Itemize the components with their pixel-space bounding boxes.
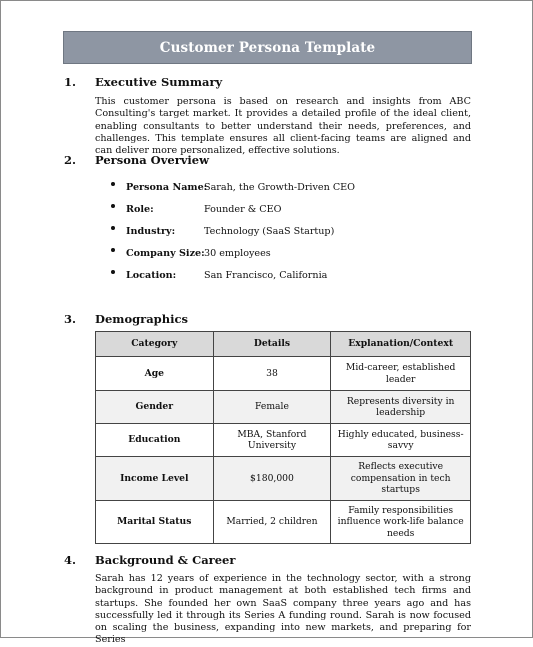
section-heading-persona-overview (64, 153, 209, 167)
table-cell: Represents diversity in leadership (331, 391, 471, 424)
table-cell: Family responsibilities influence work-life balance needs (331, 501, 471, 544)
bullet-icon (111, 270, 115, 274)
table-cell: Mid-career, established leader (331, 357, 471, 391)
table-cell: Income Level (96, 457, 214, 501)
item-value: San Francisco, California (204, 269, 328, 281)
section-title: Persona Overview (95, 153, 210, 167)
table-cell: Married, 2 children (213, 501, 331, 544)
table-cell: Gender (96, 391, 214, 424)
table-row (96, 391, 471, 424)
item-value: Sarah, the Growth-Driven CEO (204, 181, 356, 193)
item-value: Founder & CEO (204, 203, 282, 215)
table-row (96, 457, 471, 501)
table-cell: 38 (213, 357, 331, 391)
bullet-icon (111, 204, 115, 208)
background-career-text: Sarah has 12 years of experience in the technology sector, with a strong background in product management at both established tech firms and startups. She founded her own SaaS company three years ago and has successfully led it through its Series A funding round. Sarah is now focused on scaling the business, expanding into new markets, and preparing for Series (95, 573, 471, 646)
section-heading-background-career (64, 553, 235, 567)
bullet-icon (111, 248, 115, 252)
section-title: Background & Career (95, 553, 236, 567)
table-cell: $180,000 (213, 457, 331, 501)
section-title: Executive Summary (95, 75, 223, 89)
item-key: Location: (126, 269, 177, 281)
section-number: 3. (64, 312, 77, 326)
bullet-icon (111, 182, 115, 186)
item-key: Industry: (126, 225, 176, 237)
table-cell: Reflects executive compensation in tech startups (331, 457, 471, 501)
document-title: Customer Persona Template (159, 39, 376, 56)
title-banner (63, 31, 472, 64)
column-header: Explanation/Context (331, 332, 471, 357)
item-key: Company Size: (126, 247, 205, 259)
table-cell: Marital Status (96, 501, 214, 544)
item-key: Role: (126, 203, 154, 215)
section-number: 1. (64, 75, 77, 89)
bullet-icon (111, 226, 115, 230)
executive-summary-text: This customer persona is based on research and insights from ABC Consulting's target market. It provides a detailed profile of the ideal client, enabling consultants to better understand their needs, preferences, and challenges. This template ensures all client-facing teams are aligned and can deliver more personalized, effective solutions. (95, 96, 471, 157)
table-row (96, 357, 471, 391)
table-row (96, 501, 471, 544)
demographics-table (95, 331, 471, 544)
table-cell: Age (96, 357, 214, 391)
section-title: Demographics (95, 312, 188, 326)
item-value: Technology (SaaS Startup) (204, 225, 335, 237)
table-header-row (96, 332, 471, 357)
section-number: 2. (64, 153, 77, 167)
table-cell: Female (213, 391, 331, 424)
table-cell: Highly educated, business-savvy (331, 424, 471, 457)
section-heading-executive-summary (64, 75, 222, 89)
table-row (96, 424, 471, 457)
table-cell: Education (96, 424, 214, 457)
section-heading-demographics (64, 312, 188, 326)
item-value: 30 employees (204, 247, 271, 259)
table-cell: MBA, Stanford University (213, 424, 331, 457)
section-number: 4. (64, 553, 77, 567)
column-header: Category (96, 332, 214, 357)
column-header: Details (213, 332, 331, 357)
item-key: Persona Name: (126, 181, 208, 193)
